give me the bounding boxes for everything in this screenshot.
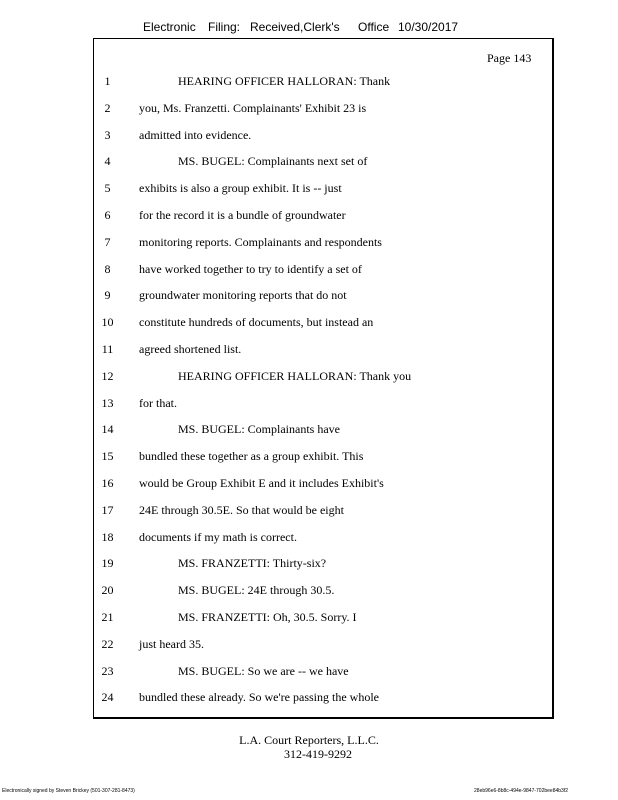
- transcript-line: [0, 610, 618, 626]
- signature-left: Electronically signed by Steven Brickey (501-307-281-8473): [2, 788, 135, 794]
- line-number: 24: [101, 690, 114, 705]
- line-text: exhibits is also a group exhibit. It is -- just: [139, 181, 342, 196]
- transcript-line: [0, 154, 618, 170]
- transcript-line: [0, 235, 618, 251]
- transcript-line: [0, 262, 618, 278]
- signature-right: 28eb96e6-8b8c-494e-9847-702bee84b3f2: [474, 788, 568, 794]
- line-text: constitute hundreds of documents, but instead an: [139, 315, 374, 330]
- transcript-line: [0, 208, 618, 224]
- line-number: 19: [101, 556, 114, 571]
- line-number: 14: [101, 422, 114, 437]
- line-number: 4: [104, 154, 111, 169]
- transcript-line: [0, 530, 618, 546]
- transcript-line: [0, 342, 618, 358]
- line-text: agreed shortened list.: [139, 342, 242, 356]
- line-number: 16: [101, 476, 114, 490]
- line-text: have worked together to try to identify a set of: [139, 261, 362, 276]
- transcript-line: [0, 556, 618, 572]
- transcript-line: [0, 476, 618, 492]
- line-text: MS. FRANZETTI: Oh, 30.5. Sorry. I: [178, 610, 357, 624]
- line-text: just heard 35.: [139, 636, 204, 651]
- transcript-line: [0, 503, 618, 519]
- line-number: 15: [101, 449, 114, 464]
- line-number: 23: [101, 663, 114, 678]
- line-number: 13: [101, 395, 114, 410]
- transcript-line: [0, 637, 618, 653]
- line-number: 7: [104, 234, 111, 249]
- line-number: 10: [101, 315, 114, 330]
- line-text: would be Group Exhibit E and it includes Exhibit's: [139, 476, 384, 490]
- line-text: for that.: [139, 395, 177, 410]
- line-number: 11: [101, 342, 114, 356]
- transcript-line: [0, 128, 618, 144]
- line-text: admitted into evidence.: [139, 127, 252, 142]
- footer-company: L.A. Court Reporters, L.L.C.: [239, 733, 379, 747]
- line-text: bundled these together as a group exhibit. This: [139, 449, 364, 464]
- header-filing: Filing:: [208, 20, 241, 34]
- line-number: 1: [104, 74, 111, 88]
- header-electronic: Electronic: [143, 20, 196, 34]
- line-number: 12: [101, 368, 114, 383]
- transcript-line: [0, 690, 618, 706]
- line-number: 3: [104, 127, 111, 142]
- line-text: MS. BUGEL: Complainants next set of: [178, 154, 368, 169]
- line-text: bundled these already. So we're passing the whole: [139, 690, 379, 705]
- line-number: 20: [101, 583, 114, 598]
- line-text: HEARING OFFICER HALLORAN: Thank: [178, 74, 391, 88]
- line-number: 5: [104, 181, 111, 196]
- line-text: MS. FRANZETTI: Thirty-six?: [178, 556, 327, 571]
- line-text: for the record it is a bundle of groundwater: [139, 208, 346, 222]
- line-number: 8: [104, 261, 111, 276]
- footer-phone: 312-419-9292: [284, 747, 352, 761]
- line-number: 2: [104, 100, 111, 115]
- line-text: MS. BUGEL: 24E through 30.5.: [178, 583, 335, 598]
- line-text: MS. BUGEL: Complainants have: [178, 422, 340, 437]
- line-text: you, Ms. Franzetti. Complainants' Exhibit 23 is: [139, 100, 367, 115]
- line-number: 17: [101, 502, 114, 517]
- header-date: 10/30/2017: [398, 20, 459, 34]
- transcript-line: [0, 74, 618, 90]
- line-text: monitoring reports. Complainants and respondents: [139, 234, 382, 249]
- transcript-line: [0, 664, 618, 680]
- line-number: 18: [101, 529, 114, 544]
- transcript-line: [0, 396, 618, 412]
- line-text: HEARING OFFICER HALLORAN: Thank you: [178, 368, 412, 383]
- transcript-line: [0, 583, 618, 599]
- transcript-line: [0, 315, 618, 331]
- filing-header: [0, 20, 618, 38]
- transcript-line: [0, 288, 618, 304]
- transcript-line: [0, 369, 618, 385]
- line-text: groundwater monitoring reports that do not: [139, 288, 347, 303]
- header-received: Received,Clerk's: [250, 20, 340, 34]
- transcript-line: [0, 101, 618, 117]
- header-office: Office: [358, 20, 390, 34]
- line-number: 21: [101, 610, 114, 624]
- transcript-line: [0, 181, 618, 197]
- line-text: 24E through 30.5E. So that would be eight: [139, 502, 344, 517]
- line-number: 9: [104, 288, 111, 303]
- line-number: 6: [104, 208, 111, 222]
- line-number: 22: [101, 636, 114, 651]
- transcript-line: [0, 449, 618, 465]
- line-text: documents if my math is correct.: [139, 529, 297, 544]
- page-number: Page 143: [487, 51, 532, 65]
- line-text: MS. BUGEL: So we are -- we have: [178, 663, 349, 678]
- transcript-line: [0, 422, 618, 438]
